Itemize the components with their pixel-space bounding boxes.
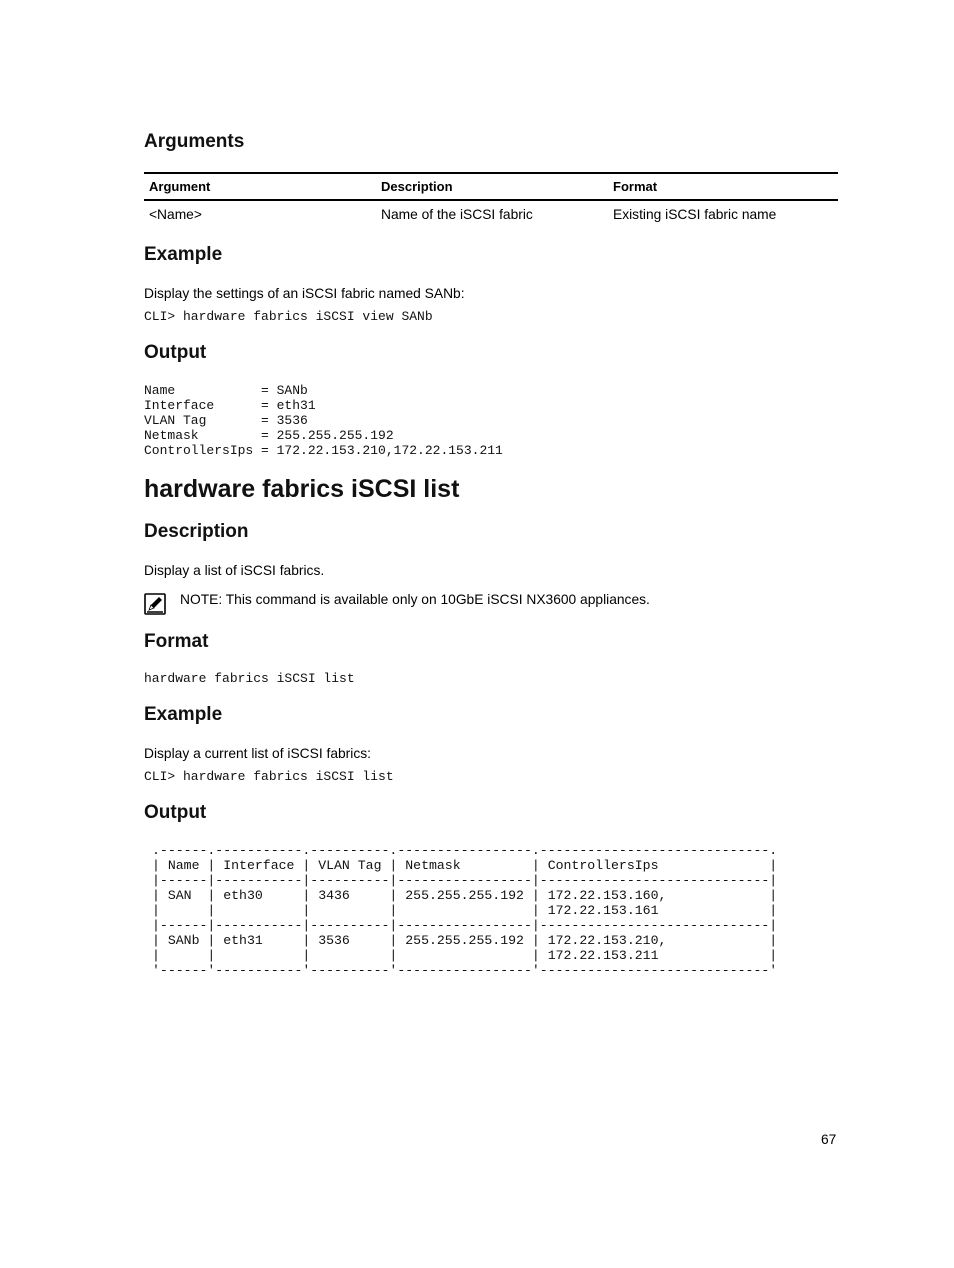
section-title: hardware fabrics iSCSI list [144,475,460,503]
note [180,591,650,608]
arguments-heading: Arguments [144,131,245,152]
description-text: Display a list of iSCSI fabrics. [144,563,325,578]
output-heading: Output [144,342,207,363]
example-text: Display the settings of an iSCSI fabric named SANb: [144,286,465,301]
page-number: 67 [821,1132,837,1147]
format-cell: Existing iSCSI fabric name [613,206,777,222]
output-table-code: .------.-----------.----------.-----------------.-----------------------------. | Name | Interface | VLAN Tag | Netmask | ControllersIps | |------|-----------|----------|-----------------|-----------------------------| | SAN | eth30 | 3436 | 255.255.255.192 | 172.22.153.160, | | | | | | 172.22.153.161 | |------|-----------|----------|-----------------|-----------------------------| | SANb | eth31 | 3536 | 255.255.255.192 | 172.22.153.210, | | | | | | 172.22.153.211 | '------'-----------'----------'-----------------'-----------------------------' [152,843,778,978]
column-header-format: Format [608,173,838,200]
table-header-row [144,173,838,200]
example-heading: Example [144,704,223,725]
example-code: CLI> hardware fabrics iSCSI view SANb [144,309,433,324]
note-label: NOTE: [180,592,223,607]
example-text: Display a current list of iSCSI fabrics: [144,746,371,761]
example-heading: Example [144,244,223,265]
note-pencil-icon [144,593,166,615]
column-header-argument: Argument [144,173,376,200]
description-heading: Description [144,521,249,542]
argument-cell: <Name> [149,206,202,222]
table-row [144,200,838,227]
arguments-table [144,172,838,227]
example-code: CLI> hardware fabrics iSCSI list [144,769,394,784]
column-header-description: Description [376,173,608,200]
output-heading: Output [144,802,207,823]
format-code: hardware fabrics iSCSI list [144,671,355,686]
note-text: This command is available only on 10GbE iSCSI NX3600 appliances. [222,592,650,607]
description-cell: Name of the iSCSI fabric [381,206,533,222]
format-heading: Format [144,631,209,652]
output-code: Name = SANb Interface = eth31 VLAN Tag = 3536 Netmask = 255.255.255.192 ControllersIps = 172.22.153.210,172.22.153.211 [144,383,503,458]
